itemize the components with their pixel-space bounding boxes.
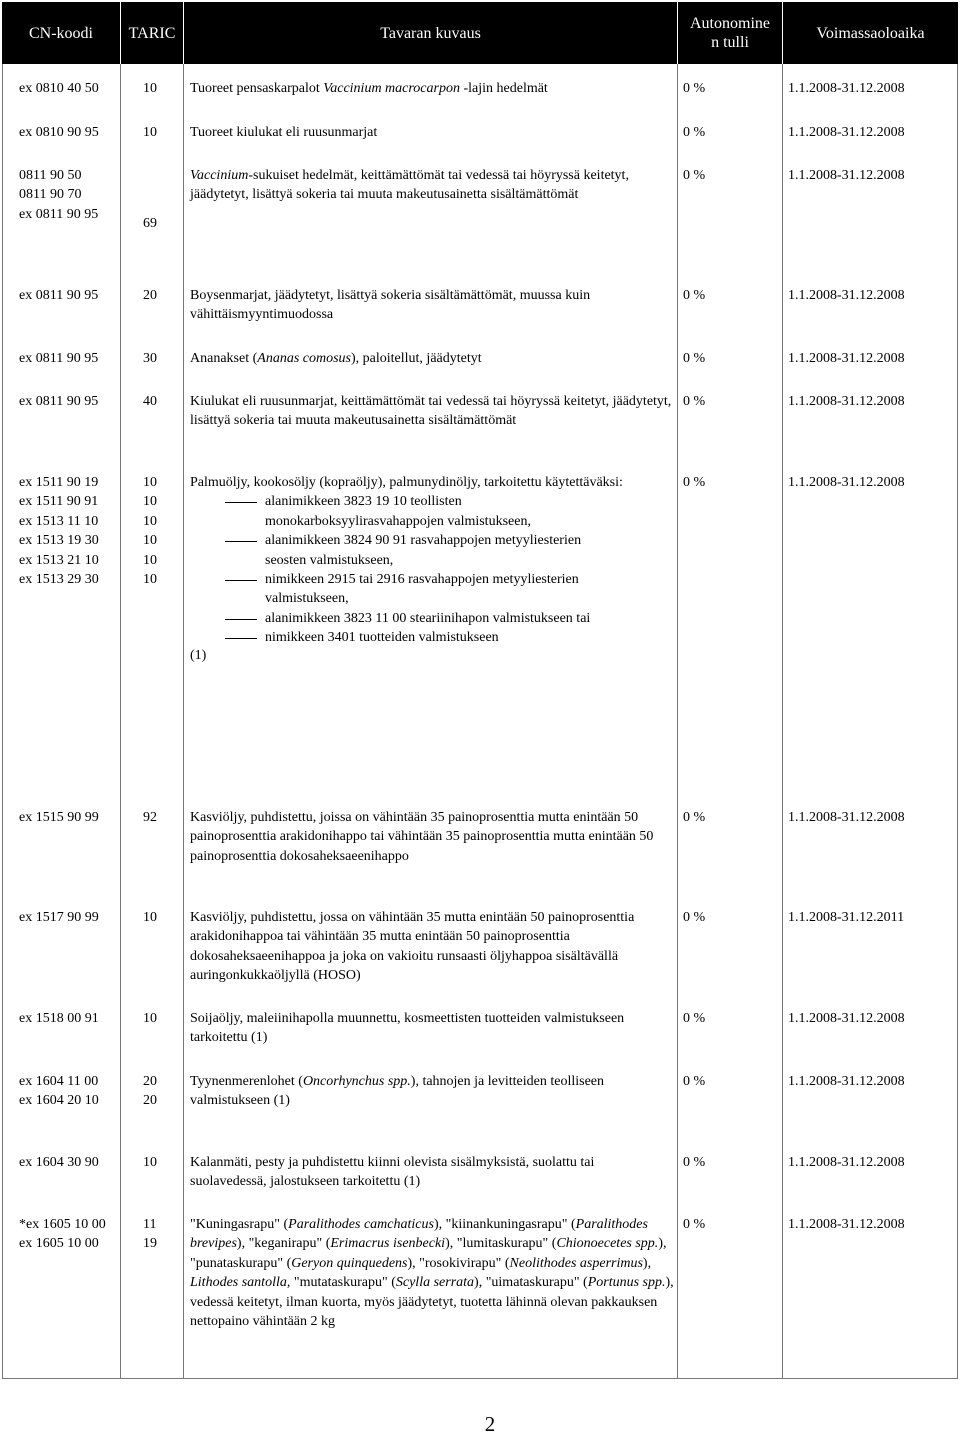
description-cell (190, 1153, 674, 1192)
description-cell (190, 392, 674, 431)
cn-code-cell: ex 0811 90 95 (19, 288, 99, 303)
description-cell (190, 1072, 674, 1111)
header-taric: TARIC (128, 24, 176, 42)
taric-cell: 10 (143, 81, 157, 96)
description-text: , "mutataskurapu" ( (286, 1275, 396, 1291)
duty-cell: 0 % (683, 1155, 706, 1170)
subitem-text: alanimikkeen 3823 11 00 steariinihapon valmistukseen tai (265, 610, 591, 626)
taric-cell: 10 (143, 125, 157, 140)
description-text: Tyynenmerenlohet ( (190, 1074, 303, 1089)
taric-cell: 10 (143, 910, 157, 925)
cn-code-cell: ex 1515 90 99 (19, 810, 99, 825)
cn-code-cell: ex 1511 90 19 ex 1511 90 91 ex 1513 11 10 ex 1513 19 30 ex 1513 21 10 ex 1513 29 30 (19, 475, 99, 588)
validity-cell: 1.1.2008-31.12.2008 (788, 1155, 905, 1170)
header-autonomous-duty (678, 2, 782, 64)
validity-cell: 1.1.2008-31.12.2008 (788, 168, 905, 183)
validity-cell: 1.1.2008-31.12.2008 (788, 1217, 905, 1232)
duty-cell: 0 % (683, 810, 706, 825)
species-name: Vaccinium macrocarpon (323, 81, 460, 96)
description-subitem (190, 570, 674, 609)
species-name: Oncorhynchus spp. (302, 1074, 411, 1089)
taric-cell: 20 20 (143, 1074, 157, 1109)
validity-cell: 1.1.2008-31.12.2008 (788, 81, 905, 96)
subitem-text: alanimikkeen 3824 90 91 rasvahappojen metyyliesterien seosten valmistukseen, (265, 533, 582, 568)
description-cell (190, 123, 674, 142)
duty-cell: 0 % (683, 394, 706, 409)
grid-line (183, 64, 184, 1378)
duty-cell: 0 % (683, 288, 706, 303)
description-text: Kalanmäti, pesty ja puhdistettu kiinni olevista sisälmyksistä, suolattu tai suolavedessä, jalostukseen tarkoitettu (1) (190, 1155, 595, 1190)
validity-cell: 1.1.2008-31.12.2008 (788, 475, 905, 490)
dash-bullet (225, 638, 257, 639)
description-cell (190, 79, 674, 98)
validity-cell: 1.1.2008-31.12.2008 (788, 810, 905, 825)
cn-code-cell: ex 0811 90 95 (19, 394, 99, 409)
description-text: ), tahnojen ja levitteiden teolliseen valmistukseen (1) (190, 1074, 604, 1109)
subitem-text: alanimikkeen 3823 19 10 teollisten monokarboksyylirasvahappojen valmistukseen, (265, 494, 531, 529)
validity-cell: 1.1.2008-31.12.2008 (788, 1074, 905, 1089)
description-cell (190, 1215, 674, 1331)
grid-line (677, 64, 678, 1378)
description-cell (190, 473, 674, 665)
cn-code-cell: ex 0811 90 95 (19, 351, 99, 366)
description-text: Kiulukat eli ruusunmarjat, keittämättömät tai vedessä tai höyryssä keitetyt, jäädytetyt, lisättyä sokeria tai muuta makeutusainetta sisältämättömät (190, 394, 672, 429)
grid-line (782, 64, 783, 1378)
header-cn-code: CN-koodi (29, 24, 93, 42)
duty-cell: 0 % (683, 910, 706, 925)
cn-code-cell: *ex 1605 10 00 ex 1605 10 00 (19, 1217, 106, 1252)
description-text: -sukuiset hedelmät, keittämättömät tai vedessä tai höyryssä keitetyt, jäädytetyt, lisättyä sokeria tai muuta makeutusainetta sisältämättömät (190, 168, 629, 203)
validity-cell: 1.1.2008-31.12.2008 (788, 351, 905, 366)
taric-cell: 10 (143, 1011, 157, 1026)
taric-cell: 40 (143, 394, 157, 409)
header-validity: Voimassaoloaika (816, 24, 925, 42)
taric-cell: 92 (143, 810, 157, 825)
taric-cell: 10 10 10 10 10 10 (143, 475, 157, 588)
description-text: ), "kiinankuningasrapu" ( (433, 1217, 576, 1232)
header-duty-line2: n tulli (711, 34, 749, 51)
subitem-text: nimikkeen 2915 tai 2916 rasvahappojen metyyliesterien valmistukseen, (265, 572, 579, 607)
duty-cell: 0 % (683, 125, 706, 140)
description-text: Palmuöljy, kookosöljy (kopraöljy), palmunydinöljy, tarkoitettu käytettäväksi: (190, 475, 623, 490)
duty-cell: 0 % (683, 81, 706, 96)
description-text: ), "rosokivirapu" ( (407, 1255, 510, 1271)
species-name: Geryon quinquedens (291, 1255, 408, 1271)
grid-line (2, 64, 3, 1378)
description-subitem (190, 628, 674, 647)
grid-line (120, 64, 121, 1378)
description-text: ), paloitellut, jäädytetyt (351, 351, 482, 366)
species-name: Erimacrus isenbecki (330, 1236, 446, 1252)
page-number: 2 (484, 1412, 496, 1436)
table-header (2, 2, 958, 64)
duty-cell: 0 % (683, 1217, 706, 1232)
description-text: ), "keganirapu" ( (236, 1236, 331, 1252)
dash-bullet (225, 541, 257, 542)
duty-cell: 0 % (683, 1011, 706, 1026)
cn-code-cell: ex 1604 11 00 ex 1604 20 10 (19, 1074, 99, 1109)
description-text: ), vedessä keitetyt, ilman kuorta, myös jäädytetyt, tuotetta lähinnä olevan pakkauksen nettopaino vähintään 2 kg (190, 1275, 674, 1330)
description-text: ), "punataskurapu" ( (190, 1236, 667, 1271)
validity-cell: 1.1.2008-31.12.2008 (788, 288, 905, 303)
cn-code-cell: 0811 90 50 0811 90 70 ex 0811 90 95 (19, 168, 99, 222)
description-text: Ananakset ( (190, 351, 258, 366)
validity-cell: 1.1.2008-31.12.2011 (788, 910, 905, 925)
taric-cell: 69 (143, 216, 157, 231)
species-name: Lithodes santolla (190, 1275, 287, 1291)
cn-code-cell: ex 1604 30 90 (19, 1155, 99, 1170)
description-subitem (190, 492, 674, 531)
species-name: Vaccinium (190, 168, 249, 183)
dash-bullet (225, 502, 257, 503)
footnote-ref: (1) (190, 647, 207, 663)
description-text: "Kuningasrapu" ( (190, 1217, 289, 1232)
description-cell (190, 908, 674, 986)
description-cell (190, 808, 674, 866)
taric-cell: 20 (143, 288, 157, 303)
validity-cell: 1.1.2008-31.12.2008 (788, 394, 905, 409)
description-text: ), (642, 1255, 652, 1271)
dash-bullet (225, 580, 257, 581)
description-text: Kasviöljy, puhdistettu, jossa on vähintään 35 mutta enintään 50 painoprosenttia arakidonihappoa tai vähintään 35 mutta enintään 50 painoprosenttia dokosaheksaeenihappoa ja joka on vakioitu runsaasti öljyhappoa sisältävällä auringonkukkaöljyllä (HOSO) (190, 910, 635, 984)
duty-cell: 0 % (683, 1074, 706, 1089)
subitem-text: nimikkeen 3401 tuotteiden valmistukseen (265, 630, 499, 646)
species-name: Paralithodes camchaticus (288, 1217, 434, 1232)
species-name: Scylla serrata (395, 1275, 475, 1291)
dash-bullet (225, 619, 257, 620)
description-text: Tuoreet kiulukat eli ruusunmarjat (190, 125, 378, 140)
cn-code-cell: ex 1518 00 91 (19, 1011, 99, 1026)
description-cell (190, 1009, 674, 1048)
description-subitem (190, 609, 674, 628)
species-name: Neolithodes asperrimus (509, 1255, 643, 1271)
header-duty-line1: Autonomine (690, 15, 770, 32)
table-bottom-border (2, 1378, 958, 1379)
species-name: Ananas comosus (257, 351, 351, 366)
header-description: Tavaran kuvaus (380, 24, 481, 42)
description-subitem (190, 531, 674, 570)
duty-cell: 0 % (683, 351, 706, 366)
description-text: -lajin hedelmät (459, 81, 548, 96)
description-cell (190, 166, 674, 205)
duty-cell: 0 % (683, 475, 706, 490)
description-text: Kasviöljy, puhdistettu, joissa on vähintään 35 painoprosenttia mutta enintään 50 painoprosenttia arakidonihappo tai vähintään 35 painoprosenttia mutta enintään 50 painoprosenttia dokosaheksaeenihappo (190, 810, 654, 864)
description-text: ), "uimataskurapu" ( (474, 1275, 588, 1291)
grid-line (957, 64, 958, 1378)
description-text: ), "lumitaskurapu" ( (445, 1236, 557, 1252)
cn-code-cell: ex 0810 40 50 (19, 81, 99, 96)
description-text: Boysenmarjat, jäädytetyt, lisättyä sokeria sisältämättömät, muussa kuin vähittäismyyntimuodossa (190, 288, 591, 323)
validity-cell: 1.1.2008-31.12.2008 (788, 1011, 905, 1026)
species-name: Portunus spp. (587, 1275, 666, 1291)
validity-cell: 1.1.2008-31.12.2008 (788, 125, 905, 140)
description-text: Soijaöljy, maleiinihapolla muunnettu, kosmeettisten tuotteiden valmistukseen tarkoitettu (1) (190, 1011, 625, 1046)
taric-cell: 10 (143, 1155, 157, 1170)
description-cell (190, 349, 674, 368)
description-text: Tuoreet pensaskarpalot (190, 81, 324, 96)
species-name: Paralithodes brevipes (190, 1217, 648, 1252)
taric-cell: 11 19 (143, 1217, 157, 1252)
cn-code-cell: ex 0810 90 95 (19, 125, 99, 140)
duty-cell: 0 % (683, 168, 706, 183)
description-cell (190, 286, 674, 325)
cn-code-cell: ex 1517 90 99 (19, 910, 99, 925)
species-name: Chionoecetes spp. (556, 1236, 659, 1252)
taric-cell: 30 (143, 351, 157, 366)
